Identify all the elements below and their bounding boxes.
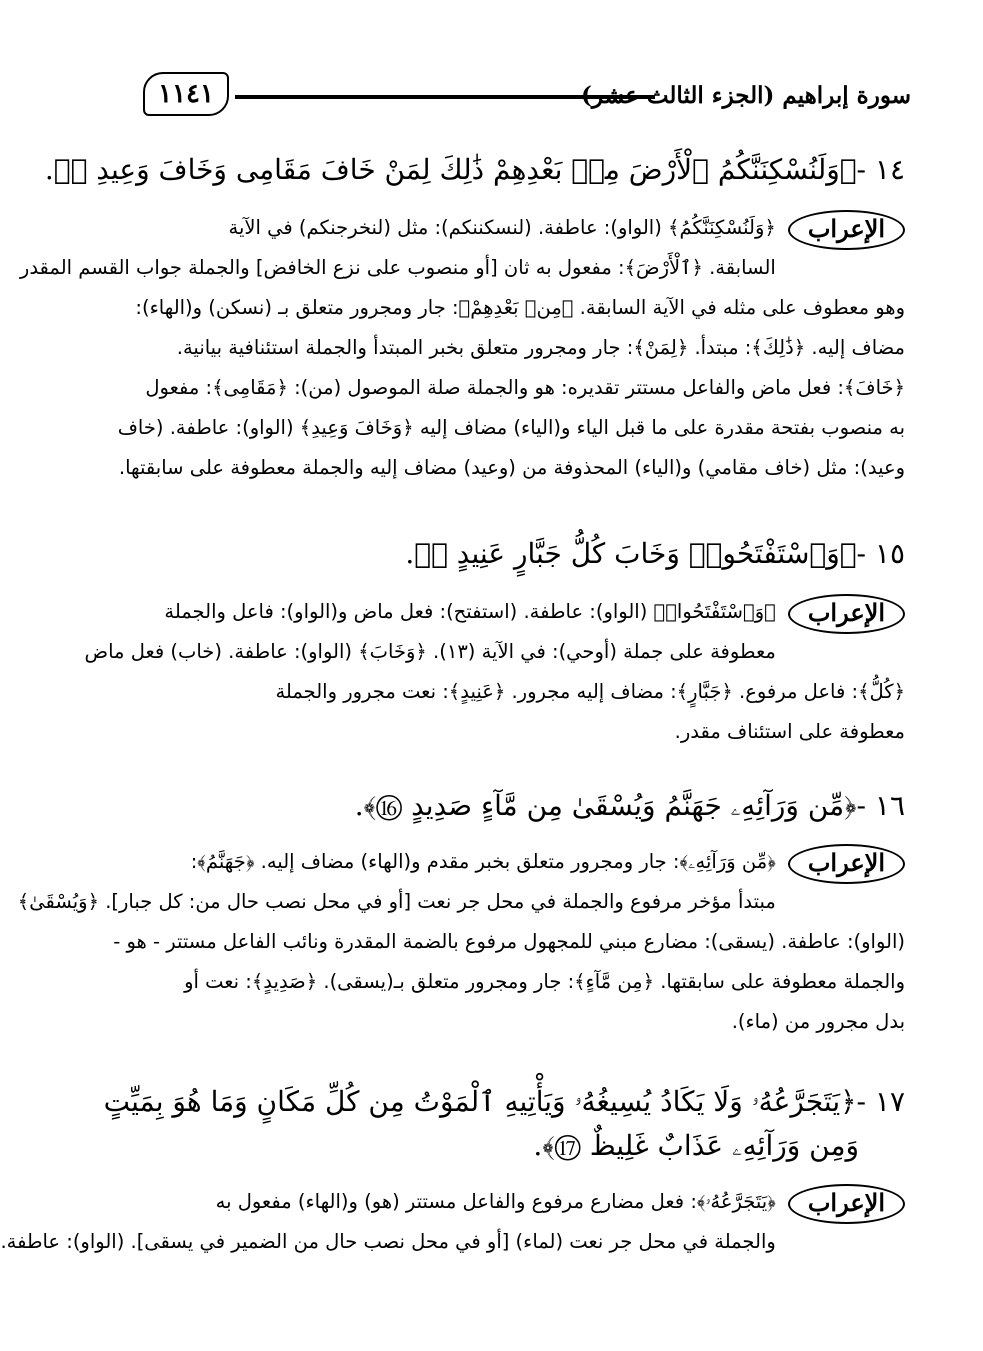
irab-line: السابقة. ﴿ٱلْأَرْضَ﴾: مفعول به ثان [أو منصوب على نزع الخافض] والجملة جواب القسم المقدر bbox=[19, 256, 776, 279]
irab-line: (الواو): عاطفة. (يسقى): مضارع مبني للمجهول مرفوع بالضمة المقدرة ونائب الفاعل مستتر - هو - bbox=[113, 930, 905, 953]
irab-label: الإعراب bbox=[788, 844, 905, 884]
verse-15 bbox=[137, 532, 905, 576]
irab-15 bbox=[84, 592, 905, 752]
page-header bbox=[143, 72, 911, 116]
page-number: ١١٤١ bbox=[143, 72, 229, 116]
irab-label: الإعراب bbox=[788, 210, 905, 250]
irab-line: وعيد): مثل (خاف مقامي) و(الياء) المحذوفة من (وعيد) مضاف إليه والجملة معطوفة على سابقتها. bbox=[118, 456, 905, 479]
irab-line: مضاف إليه. ﴿ذَٰلِكَ﴾: مبتدأ. ﴿لِمَنْ﴾: جار ومجرور متعلق بخبر المبتدأ والجملة استئنافية بيانية. bbox=[176, 336, 905, 359]
irab-line: ﴿وَٱسْتَفْتَحُوا۟﴾ (الواو): عاطفة. (استفتح): فعل ماض و(الواو): فاعل والجملة bbox=[164, 600, 776, 623]
irab-line: ﴿خَافَ﴾: فعل ماض والفاعل مستتر تقديره: هو والجملة صلة الموصول (من): ﴿مَقَامِى﴾: مفعول bbox=[145, 376, 905, 399]
irab-label: الإعراب bbox=[788, 1184, 905, 1224]
verse-14 bbox=[44, 148, 905, 192]
irab-line: ﴿كُلُّ﴾: فاعل مرفوع. ﴿جَبَّارٍ﴾: مضاف إليه مجرور. ﴿عَنِيدٍ﴾: نعت مجرور والجملة bbox=[275, 680, 905, 703]
verse-line: ١٧ -﴿يَتَجَرَّعُهُۥ وَلَا يَكَادُ يُسِيغُهُۥ وَيَأْتِيهِ ٱلْمَوْتُ مِن كُلِّ مَكَانٍ وَمَا هُوَ بِمَيِّتٍ bbox=[103, 1085, 905, 1118]
verse-line: وَمِن وَرَآئِهِۦ عَذَابٌ غَلِيظٌ ⑰﴾. bbox=[533, 1129, 859, 1162]
irab-14 bbox=[19, 208, 905, 488]
verse-line: ١٤ -﴿وَلَنُسْكِنَنَّكُمُ ٱلْأَرْضَ مِنۢ بَعْدِهِمْ ذَٰلِكَ لِمَنْ خَافَ مَقَامِى وَخَافَ وَعِيدِ ⑭﴾. bbox=[44, 153, 905, 186]
irab-line: ﴿وَلَنُسْكِنَنَّكُمُ﴾ (الواو): عاطفة. (لنسكننكم): مثل (لنخرجنكم) في الآية bbox=[228, 216, 776, 239]
verse-line: ١٦ -﴿مِّن وَرَآئِهِۦ جَهَنَّمُ وَيُسْقَىٰ مِن مَّآءٍ صَدِيدٍ ⑯﴾. bbox=[354, 789, 905, 822]
irab-line: ﴿يَتَجَرَّعُهُۥ﴾: فعل مضارع مرفوع والفاعل مستتر (هو) و(الهاء) مفعول به bbox=[215, 1190, 776, 1213]
irab-line: مبتدأ مؤخر مرفوع والجملة في محل جر نعت [أو في محل نصب حال من: كل جبار]. ﴿وَيُسْقَىٰ﴾ bbox=[17, 890, 776, 913]
irab-line: معطوفة على جملة (أوحي): في الآية (١٣). ﴿وَخَابَ﴾ (الواو): عاطفة. (خاب) فعل ماض bbox=[84, 640, 776, 663]
verse-17 bbox=[103, 1080, 905, 1168]
surah-title: سورة إبراهيم (الجزء الثالث عشر) bbox=[581, 82, 911, 109]
irab-line: معطوفة على استئناف مقدر. bbox=[674, 720, 905, 743]
irab-line: ﴿مِّن وَرَآئِهِۦ﴾: جار ومجرور متعلق بخبر مقدم و(الهاء) مضاف إليه. ﴿جَهَنَّمُ﴾: bbox=[190, 850, 776, 873]
verse-line: ١٥ -﴿وَٱسْتَفْتَحُوا۟ وَخَابَ كُلُّ جَبَّارٍ عَنِيدٍ ⑮﴾. bbox=[405, 537, 905, 570]
irab-line: بدل مجرور من (ماء). bbox=[731, 1010, 905, 1033]
irab-line: والجملة معطوفة على سابقتها. ﴿مِن مَّآءٍ﴾: جار ومجرور متعلق بـ(يسقى). ﴿صَدِيدٍ﴾: نعت أو bbox=[184, 970, 905, 993]
irab-label: الإعراب bbox=[788, 594, 905, 634]
irab-line: وهو معطوف على مثله في الآية السابقة. ﴿مِنۢ بَعْدِهِمْ﴾: جار ومجرور متعلق بـ (نسكن) و(الهاء): bbox=[135, 296, 905, 319]
irab-line: به منصوب بفتحة مقدرة على ما قبل الياء و(الياء) مضاف إليه ﴿وَخَافَ وَعِيدِ﴾ (الواو): عاطفة. (خاف bbox=[117, 416, 905, 439]
irab-line: والجملة في محل جر نعت (لماء) [أو في محل نصب حال من الضمير في يسقى]. (الواو): عاطفة. bbox=[0, 1230, 776, 1253]
irab-16 bbox=[17, 842, 905, 1042]
irab-17 bbox=[0, 1182, 905, 1262]
verse-16 bbox=[137, 784, 905, 828]
